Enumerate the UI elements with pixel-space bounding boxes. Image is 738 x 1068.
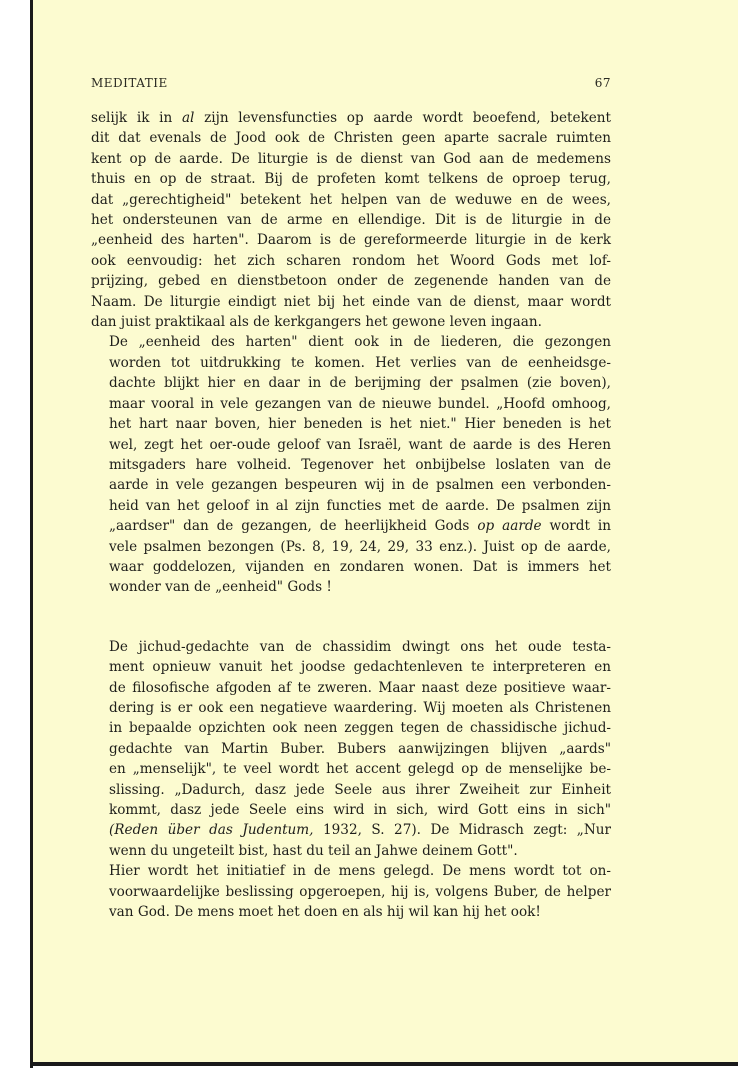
text-line <box>91 312 611 332</box>
text-line <box>91 537 611 557</box>
text-line <box>91 698 611 718</box>
text-line <box>91 759 611 779</box>
text-line <box>91 902 611 922</box>
text-line <box>91 108 611 128</box>
text-line <box>91 190 611 210</box>
text-span: voorwaardelijke beslissing opgeroepen, hij is, volgens Buber, de helper <box>109 883 611 900</box>
text-span: vele psalmen bezongen (Ps. 8, 19, 24, 29, 33 enz.). Juist op de aarde, <box>109 538 611 555</box>
text-line <box>91 496 611 516</box>
text-line <box>91 128 611 148</box>
text-line <box>91 435 611 455</box>
text-span: het hart naar boven, hier beneden is het niet." Hier beneden is het <box>109 416 611 433</box>
text-line <box>91 841 611 861</box>
section-gap <box>91 598 611 637</box>
text-span: wenn du ungeteilt bist, hast du teil an Jahwe deinem Gott". <box>109 842 518 859</box>
text-span: dan juist praktikaal als de kerkgangers het gewone leven ingaan. <box>91 314 542 331</box>
text-span: wonder van de „eenheid" Gods ! <box>109 579 332 596</box>
text-line <box>91 678 611 698</box>
text-span: waar goddelozen, vijanden en zondaren wonen. Dat is immers het <box>109 558 611 575</box>
text-line <box>91 637 611 657</box>
paragraph-4 <box>91 861 611 922</box>
text-span: maar vooral in vele gezangen van de nieuwe bundel. „Hoofd omhoog, <box>109 395 611 412</box>
text-line <box>91 373 611 393</box>
text-span: thuis en op de straat. Bij de profeten komt telkens de oproep terug, <box>91 171 611 188</box>
text-span: heid van het geloof in al zijn functies met de aarde. De psalmen zijn <box>109 497 611 514</box>
italic-text: op aarde <box>477 518 542 535</box>
text-span: ment opnieuw vanuit het joodse gedachtenleven te interpreteren en <box>109 659 611 676</box>
text-line <box>91 414 611 434</box>
text-span: „eenheid des harten". Daarom is de gereformeerde liturgie in de kerk <box>91 232 611 249</box>
text-line <box>91 739 611 759</box>
text-line <box>91 292 611 312</box>
text-line <box>91 353 611 373</box>
text-line <box>91 882 611 902</box>
text-span: kommt, dasz jede Seele eins wird in sich, wird Gott eins in sich" <box>109 802 611 818</box>
text-span: gedachte van Martin Buber. Bubers aanwijzingen blijven „aards" <box>109 740 611 757</box>
text-line <box>91 394 611 414</box>
paragraph-1 <box>91 108 611 332</box>
scan-border-bottom <box>30 1062 738 1066</box>
text-line <box>91 820 611 840</box>
text-span: wordt in <box>541 518 611 535</box>
italic-text: (Reden über das Judentum, <box>109 822 314 839</box>
text-line <box>91 169 611 189</box>
text-span: wel, zegt het oer-oude geloof van Israël, want de aarde is des Heren <box>109 436 611 453</box>
paragraph-2 <box>91 332 611 597</box>
text-span: in bepaalde opzichten ook neen zeggen tegen de chassidische jichud- <box>109 720 611 737</box>
text-span: Hier wordt het initiatief in de mens gelegd. De mens wordt tot on- <box>109 863 611 880</box>
text-span: Naam. De liturgie eindigt niet bij het einde van de dienst, maar wordt <box>91 293 611 310</box>
text-line <box>91 455 611 475</box>
text-span: mitsgaders hare volheid. Tegenover het onbijbelse loslaten van de <box>109 456 611 473</box>
text-line <box>91 657 611 677</box>
text-line <box>91 800 611 820</box>
text-span: dachte blijkt hier en daar in de berijming der psalmen (zie boven), <box>109 375 611 392</box>
paragraph-3 <box>91 637 611 861</box>
text-line <box>91 332 611 352</box>
text-span: aarde in vele gezangen bespeuren wij in de psalmen een verbonden- <box>109 477 611 494</box>
text-span: „aardser" dan de gezangen, de heerlijkheid Gods <box>109 518 478 535</box>
text-line <box>91 780 611 800</box>
text-span: slissing. „Dadurch, dasz jede Seele aus ihrer Zweiheit zur Einheit <box>109 781 611 798</box>
page-number: 67 <box>594 76 611 90</box>
text-span: het ondersteunen van de arme en ellendige. Dit is de liturgie in de <box>91 212 611 229</box>
text-line <box>91 475 611 495</box>
text-span: zijn levensfuncties op aarde wordt beoefend, betekent <box>194 110 611 126</box>
text-span: De „eenheid des harten" dient ook in de liederen, die gezongen <box>109 334 611 351</box>
text-span: prijzing, gebed en dienstbetoon onder de zegenende handen van de <box>91 273 611 290</box>
text-span: en „menselijk", te veel wordt het accent gelegd op de menselijke be- <box>109 761 611 778</box>
text-span: kent op de aarde. De liturgie is de dienst van God aan de medemens <box>91 150 611 167</box>
text-span: dat „gerechtigheid" betekent het helpen van de weduwe en de wees, <box>91 191 611 208</box>
text-span: De jichud-gedachte van de chassidim dwingt ons het oude testa- <box>109 638 611 655</box>
text-line <box>91 861 611 881</box>
text-span: 1932, S. 27). De Midrasch zegt: „Nur <box>313 822 611 839</box>
text-span: dit dat evenals de Jood ook de Christen geen aparte sacrale ruimten <box>91 130 611 147</box>
text-line <box>91 210 611 230</box>
text-span: ook eenvoudig: het zich scharen rondom het Woord Gods met lof- <box>91 252 611 269</box>
text-line <box>91 516 611 536</box>
text-line <box>91 251 611 271</box>
text-line <box>91 271 611 291</box>
text-span: dering is er ook een negatieve waardering. Wij moeten als Christenen <box>109 699 611 716</box>
page-header <box>91 76 611 96</box>
text-span: van God. De mens moet het doen en als hij wil kan hij het ook! <box>109 904 541 921</box>
italic-text: al <box>181 110 195 126</box>
body-text <box>91 108 611 922</box>
text-line <box>91 718 611 738</box>
running-title: MEDITATIE <box>91 76 168 90</box>
text-line <box>91 230 611 250</box>
text-span: de filosofische afgoden af te zweren. Maar naast deze positieve waar- <box>109 679 611 696</box>
text-line <box>91 577 611 597</box>
text-span: selijk ik in <box>91 110 182 126</box>
text-span: worden tot uitdrukking te komen. Het verlies van de eenheidsge- <box>109 354 611 371</box>
text-line <box>91 149 611 169</box>
text-line <box>91 557 611 577</box>
